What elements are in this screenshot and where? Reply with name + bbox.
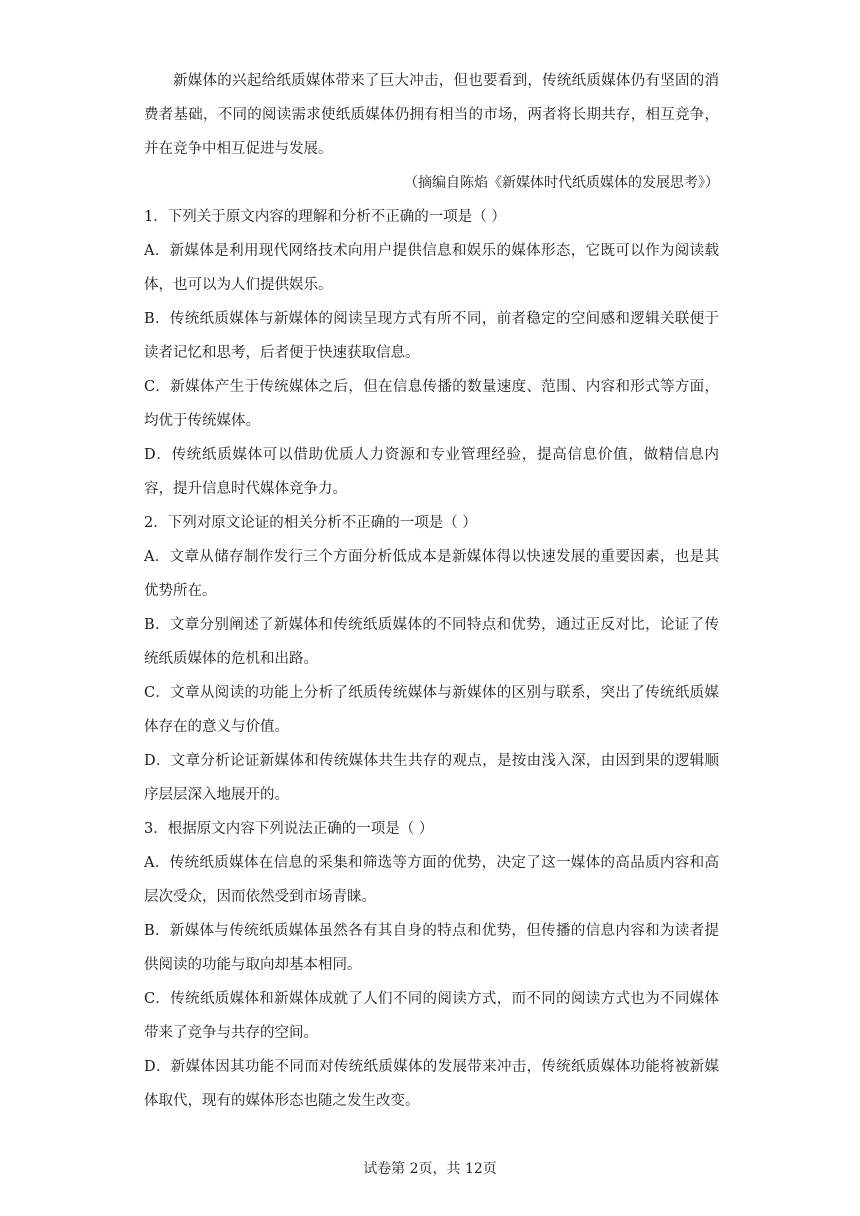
question-1 — [144, 200, 719, 506]
option-a: A．传统纸质媒体在信息的采集和筛选等方面的优势，决定了这一媒体的高品质内容和高层次受众，因而依然受到市场青睐。 — [144, 855, 719, 905]
option-c: C．文章从阅读的功能上分析了纸质传统媒体与新媒体的区别与联系，突出了传统纸质媒体存在的意义与价值。 — [144, 685, 719, 735]
option-a: A．新媒体是利用现代网络技术向用户提供信息和娱乐的媒体形态，它既可以作为阅读载体，也可以为人们提供娱乐。 — [144, 243, 719, 293]
question-3 — [144, 812, 719, 1118]
passage-source: （摘编自陈焰《新媒体时代纸质媒体的发展思考》） — [404, 175, 719, 191]
option-c: C．传统纸质媒体和新媒体成就了人们不同的阅读方式，而不同的阅读方式也为不同媒体带来了竞争与共存的空间。 — [144, 991, 719, 1041]
option-b: B．文章分别阐述了新媒体和传统纸质媒体的不同特点和优势，通过正反对比，论证了传统纸质媒体的危机和出路。 — [144, 617, 719, 667]
passage-paragraph: 新媒体的兴起给纸质媒体带来了巨大冲击，但也要看到，传统纸质媒体仍有坚固的消费者基础，不同的阅读需求使纸质媒体仍拥有相当的市场，两者将长期共存，相互竞争，并在竞争中相互促进与发展。 — [144, 73, 719, 157]
option-d: D．传统纸质媒体可以借助优质人力资源和专业管理经验，提高信息价值，做精信息内容，提升信息时代媒体竞争力。 — [144, 447, 719, 497]
option-d: D．文章分析论证新媒体和传统媒体共生共存的观点，是按由浅入深，由因到果的逻辑顺序层层深入地展开的。 — [144, 753, 719, 803]
question-2 — [144, 506, 719, 812]
question-stem: 3．根据原文内容下列说法正确的一项是（ ） — [144, 821, 434, 837]
option-b: B．新媒体与传统纸质媒体虽然各有其自身的特点和优势，但传播的信息内容和为读者提供阅读的功能与取向却基本相同。 — [144, 923, 719, 973]
option-b: B．传统纸质媒体与新媒体的阅读呈现方式有所不同，前者稳定的空间感和逻辑关联便于读者记忆和思考，后者便于快速获取信息。 — [144, 311, 719, 361]
question-stem: 1．下列关于原文内容的理解和分析不正确的一项是（ ） — [144, 209, 506, 225]
page-footer: 试卷第 2页，共 12页 — [363, 1161, 497, 1177]
option-c: C．新媒体产生于传统媒体之后，但在信息传播的数量速度、范围、内容和形式等方面，均优于传统媒体。 — [144, 379, 719, 429]
option-a: A．文章从储存制作发行三个方面分析低成本是新媒体得以快速发展的重要因素，也是其优势所在。 — [144, 549, 719, 599]
question-stem: 2．下列对原文论证的相关分析不正确的一项是（ ） — [144, 515, 477, 531]
option-d: D．新媒体因其功能不同而对传统纸质媒体的发展带来冲击，传统纸质媒体功能将被新媒体取代，现有的媒体形态也随之发生改变。 — [144, 1059, 719, 1109]
page-content — [144, 64, 719, 1118]
